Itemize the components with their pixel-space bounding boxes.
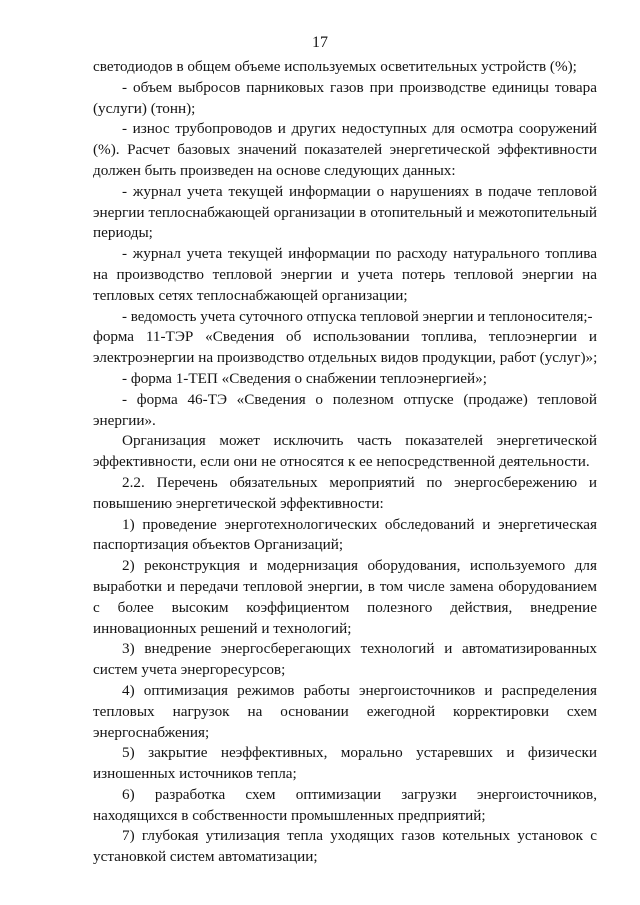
text-line: (услуги) (тонн); (93, 99, 196, 117)
text-line: энергоснабжения; (93, 723, 210, 741)
text-line: паспортизация объектов Организаций; (93, 536, 344, 554)
text-line: электроэнергии на производство отдельных видов продукции, работ (услуг)»; (93, 349, 597, 367)
text-line: тепловых нагрузок на основании ежегодной корректировки схем (93, 702, 597, 720)
text-line: с более высоким коэффициентом полезного действия, внедрение (93, 598, 597, 616)
text-line: повышению энергетической эффективности: (93, 494, 384, 512)
text-line: на производство тепловой энергии и учета потерь тепловой энергии на (93, 265, 597, 283)
text-line: изношенных источников тепла; (93, 765, 297, 783)
body-text (93, 57, 597, 868)
text-line: форма 11-ТЭР «Сведения об использовании топлива, теплоэнергии и (93, 328, 597, 346)
text-line: - объем выбросов парниковых газов при производстве единицы товара (122, 78, 597, 96)
text-line: 1) проведение энерготехнологических обследований и энергетическая (122, 515, 597, 533)
text-line: 7) глубокая утилизация тепла уходящих газов котельных установок с (122, 827, 597, 845)
text-line: систем учета энергоресурсов; (93, 661, 286, 679)
text-line: - журнал учета текущей информации по расходу натурального топлива (122, 245, 597, 263)
text-line: инновационных решений и технологий; (93, 619, 352, 637)
text-line: установкой систем автоматизации; (93, 848, 318, 866)
text-line: выработки и передачи тепловой энергии, в том числе замена оборудованием (93, 577, 597, 595)
text-line: - форма 46-ТЭ «Сведения о полезном отпуске (продаже) тепловой (122, 390, 597, 408)
text-line: должен быть произведен на основе следующих данных: (93, 161, 456, 179)
text-line: светодиодов в общем объеме используемых осветительных устройств (%); (93, 58, 577, 75)
text-line: (%). Расчет базовых значений показателей энергетической эффективности (93, 141, 597, 159)
text-line: - износ трубопроводов и других недоступных для осмотра сооружений (122, 120, 597, 138)
text-line: находящихся в собственности промышленных предприятий; (93, 806, 486, 824)
text-line: энергии». (93, 411, 156, 429)
text-line: 2.2. Перечень обязательных мероприятий по энергосбережению и (122, 473, 597, 491)
text-line: эффективности, если они не относятся к ее непосредственной деятельности. (93, 453, 590, 471)
text-line: Организация может исключить часть показателей энергетической (122, 432, 597, 450)
text-line: 6) разработка схем оптимизации загрузки энергоисточников, (122, 785, 597, 803)
text-line: 4) оптимизация режимов работы энергоисточников и распределения (122, 681, 597, 699)
text-line: 2) реконструкция и модернизация оборудования, используемого для (122, 557, 597, 575)
text-line: 3) внедрение энергосберегающих технологий и автоматизированных (122, 640, 597, 658)
page-number: 17 (312, 34, 328, 51)
text-line: - журнал учета текущей информации о нарушениях в подаче тепловой (122, 182, 597, 200)
text-line: тепловых сетях теплоснабжающей организации; (93, 286, 408, 304)
text-line: периоды; (93, 224, 153, 242)
text-line: энергии теплоснабжающей организации в отопительный и межотопительный (93, 203, 597, 221)
text-line: - форма 1-ТЕП «Сведения о снабжении теплоэнергией»; (122, 369, 487, 387)
text-line: 5) закрытие неэффективных, морально устаревших и физически (122, 744, 597, 762)
text-line: - ведомость учета суточного отпуска тепловой энергии и теплоносителя;- (122, 308, 593, 325)
